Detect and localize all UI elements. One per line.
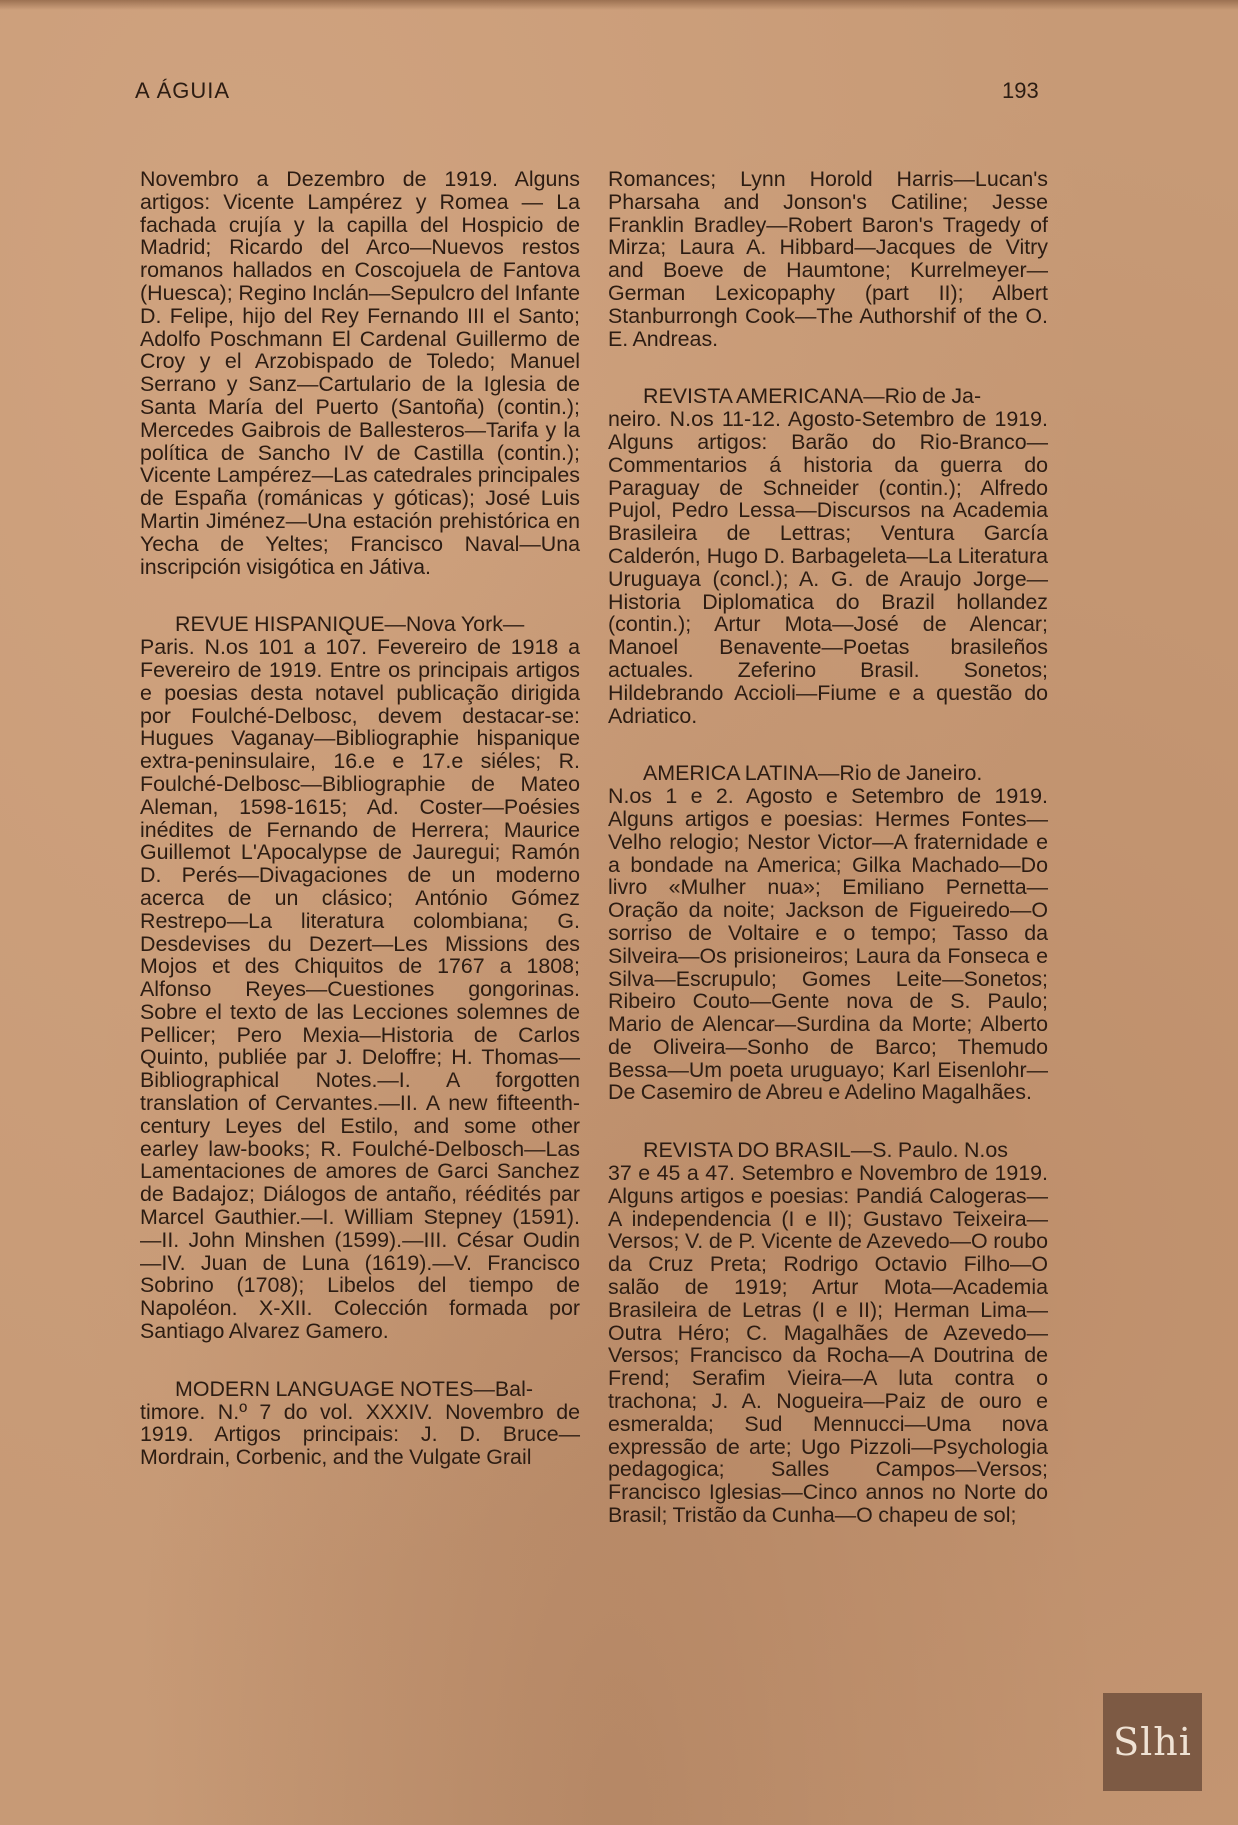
entry-heading: AMERICA LATINA—Rio de Janeiro. (643, 761, 983, 786)
right-entry-america-latina (608, 762, 1048, 1104)
page-top-edge (0, 0, 1238, 10)
entry-text: timore. N.º 7 do vol. XXXIV. Novembro de 1919. Artigos principais: J. D. Bruce—Mordrain, Corbenic, and the Vulgate Grail (140, 1399, 580, 1470)
logo-text: Slhi (1113, 1720, 1192, 1764)
left-entry-1 (140, 168, 580, 578)
right-entry-revista-americana (608, 385, 1048, 727)
entry-heading: REVUE HISPANIQUE—Nova York— (175, 612, 525, 637)
entry-text: N.os 1 e 2. Agosto e Setembro de 1919. Alguns artigos e poesias: Hermes Fontes—Velho relogio; Nestor Victor—A fraternidade e a bondade na America; Gilka Machado—Do livro «Mulher nua»; Emiliano Pernetta—Oração da noite; Jackson de Figueiredo—O sorriso de Voltaire e o tempo; Tasso da Silveira—Os prisioneiros; Laura da Fonseca e Silva—Escrupulo; Gomes Leite—Sonetos; Ribeiro Couto—Gente nova de S. Paulo; Mario de Alencar—Surdina da Morte; Alberto de Oliveira—Sonho de Barco; Themudo Bessa—Um poeta uruguayo; Karl Eisenlohr—De Casemiro de Abreu e Adelino Magalhães. (608, 784, 1048, 1105)
entry-heading: REVISTA AMERICANA—Rio de Ja- (643, 384, 982, 409)
entry-heading: REVISTA DO BRASIL—S. Paulo. N.os (643, 1138, 1008, 1163)
entry-text: 37 e 45 a 47. Setembro e Novembro de 1919. Alguns artigos e poesias: Pandiá Calogeras—A independencia (I e II); Gustavo Teixeira—Versos; V. de P. Vicente de Azevedo—O roubo da Cruz Preta; Rodrigo Octavio Filho—O salão de 1919; Artur Mota—Academia Brasileira de Letras (I e II); Herman Lima—Outra Héro; C. Magalhães de Azevedo—Versos; Francisco da Rocha—A Doutrina de Frend; Serafim Vieira—A luta contra o trachona; J. A. Nogueira—Paiz de ouro e esmeralda; Sud Mennucci—Uma nova expressão de arte; Ugo Pizzoli—Psychologia pedagogica; Salles Campos—Versos; Francisco Iglesias—Cinco annos no Norte do Brasil; Tristão da Cunha—O chapeu de sol; (608, 1161, 1048, 1528)
right-entry-1 (608, 168, 1048, 350)
entry-text: Paris. N.os 101 a 107. Fevereiro de 1918 a Fevereiro de 1919. Entre os principais artigos e poesias desta notavel publicação dirigida por Foulché-Delbosc, devem destacar-se: Hugues Vaganay—Bibliographie hispanique extra-peninsulaire, 16.e e 17.e siéles; R. Foulché-Delbosc—Bibliographie de Mateo Aleman, 1598-1615; Ad. Coster—Poésies inédites de Fernando de Herrera; Maurice Guillemot L'Apocalypse de Jauregui; Ramón D. Perés—Divagaciones de un moderno acerca de un clásico; António Gómez Restrepo—La literatura colombiana; G. Desdevises du Dezert—Les Missions des Mojos et des Chiquitos de 1767 a 1808; Alfonso Reyes—Cuestiones gongorinas. Sobre el texto de las Lecciones solemnes de Pellicer; Pero Mexia—Historia de Carlos Quinto, publiée par J. Deloffre; H. Thomas—Bibliographical Notes.—I. A forgotten translation of Cervantes.—II. A new fifteenth-century Leyes del Estilo, and some other earley law-books; R. Foulché-Delbosch—Las Lamentaciones de amores de Garci Sanchez de Badajoz; Diálogos de antaño, réédités par Marcel Gauthier.—I. William Stepney (1591).—II. John Minshen (1599).—III. César Oudin—IV. Juan de Luna (1619).—V. Francisco Sobrino (1708); Libelos del tiempo de Napoléon. X-XII. Colección formada por Santiago Alvarez Gamero. (140, 635, 580, 1344)
right-entry-revista-do-brasil (608, 1139, 1048, 1527)
entry-text: Novembro a Dezembro de 1919. Alguns artigos: Vicente Lampérez y Romea — La fachada crujía y la capilla del Hospicio de Madrid; Ricardo del Arco—Nuevos restos romanos hallados en Coscojuela de Fantova (Huesca); Regino Inclán—Sepulcro del Infante D. Felipe, hijo del Rey Fernando III el Santo; Adolfo Poschmann El Cardenal Guillermo de Croy y el Arzobispado de Toledo; Manuel Serrano y Sanz—Cartulario de la Iglesia de Santa María del Puerto (Santoña) (contin.); Mercedes Gaibrois de Ballesteros—Tarifa y la política de Sancho IV de Castilla (contin.); Vicente Lampérez—Las catedrales principales de España (románicas y góticas); José Luis Martin Jiménez—Una estación prehistórica en Yecha de Yeltes; Francisco Naval—Una inscripción visigótica en Játiva. (140, 167, 580, 579)
left-column (140, 168, 580, 1504)
left-entry-revue-hispanique (140, 613, 580, 1343)
page-number: 193 (1002, 78, 1039, 103)
entry-heading: MODERN LANGUAGE NOTES—Bal- (175, 1376, 533, 1401)
right-column (608, 168, 1048, 1562)
running-title: A ÁGUIA (135, 78, 231, 103)
entry-text: neiro. N.os 11-12. Agosto-Setembro de 1919. Alguns artigos: Barão do Rio-Branco—Commentarios á historia da guerra do Paraguay de Schneider (contin.); Alfredo Pujol, Pedro Lessa—Discursos na Academia Brasileira de Lettras; Ventura García Calderón, Hugo D. Barbageleta—La Literatura Uruguaya (concl.); A. G. de Araujo Jorge—Historia Diplomatica do Brazil hollandez (contin.); Artur Mota—José de Alencar; Manoel Benavente—Poetas brasileños actuales. Zeferino Brasil. Sonetos; Hildebrando Accioli—Fiume e a questão do Adriatico. (608, 407, 1048, 728)
library-logo (1103, 1693, 1202, 1791)
left-entry-modern-language-notes (140, 1378, 580, 1469)
entry-text: Romances; Lynn Horold Harris—Lucan's Pharsaha and Jonson's Catiline; Jesse Franklin Bradley—Robert Baron's Tragedy of Mirza; Laura A. Hibbard—Jacques de Vitry and Boeve de Haumtone; Kurrelmeyer—German Lexicopaphy (part II); Albert Stanburrongh Cook—The Authorshif of the O. E. Andreas. (608, 167, 1048, 351)
